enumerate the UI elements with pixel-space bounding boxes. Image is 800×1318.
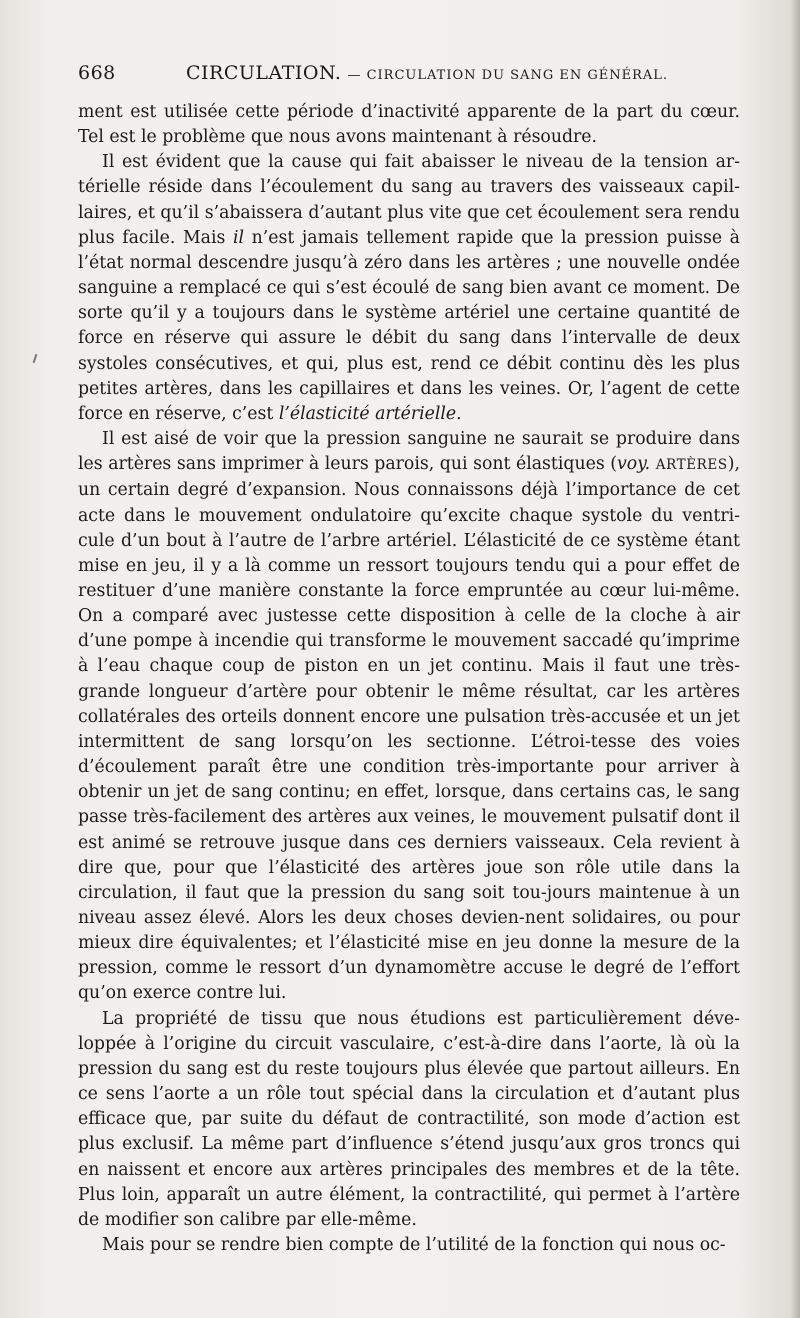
paragraph-3-part-2: ), un certain degré d’expansion. Nous connaissons déjà l’importance de cet acte dans le mouvement ondulatoire qu’excite chaque systole du ventri-cule d’un bout à l’autre de l’arbre artériel. L’élasticité de ce système étant mise en jeu, il y a là comme un ressort toujours tendu qui a pour effet de restituer d’une manière constante la force empruntée au cœur lui-même. On a comparé avec justesse cette disposition à celle de la cloche à air d’une pompe à incendie qui transforme le mouvement saccadé qu’imprime à l’eau chaque coup de piston en un jet continu. Mais il faut une très-grande longueur d’artère pour obtenir le même résultat, car les artères collatérales des orteils donnent encore une pulsation très-accusée et un jet intermittent de sang lorsqu’on les sectionne. L’étroi-tesse des voies d’écoulement paraît être une condition très-importante pour arriver à obtenir un jet de sang continu; en effet, lorsque, dans certains cas, le sang passe très-facilement des artères aux veines, le mouvement pulsatif dont il est animé se retrouve jusque dans ces derniers vaisseaux. Cela revient à dire que, pour que l’élasticité des artères joue son rôle utile dans la circulation, il faut que la pression du sang soit tou-jours maintenue à un niveau assez élevé. Alors les deux choses devien-nent solidaires, ou pour mieux dire équivalentes; et l’élasticité mise en jeu donne la mesure de la pression, comme le ressort d’un dynamomètre accuse le degré de l’effort qu’on exerce contre lui. (78, 454, 740, 1004)
paragraph-3-reference: ARTÈRES (655, 457, 728, 474)
page-header (78, 60, 738, 92)
paragraph-3 (78, 427, 740, 1007)
margin-mark (33, 354, 38, 363)
paragraph-4: La propriété de tissu que nous étudions est particulièrement déve-loppée à l’origine du circuit vasculaire, c’est-à-dire dans l’aorte, là où la pression du sang est du reste toujours plus élevée que partout ailleurs. En ce sens l’aorte a un rôle tout spécial dans la circulation et d’autant plus efficace que, par suite du défaut de contractilité, son mode d’action est plus exclusif. La même part d’influence s’étend jusqu’aux gros troncs qui en naissent et encore aux artères principales des membres et de la tête. Plus loin, apparaît un autre élément, la contractilité, qui permet à l’artère de modifier son calibre par elle-même. (78, 1008, 740, 1230)
paragraph-3-part-1: Il est aisé de voir que la pression sanguine ne saurait se produire dans les artères sans imprimer à leurs parois, qui sont élastiques ( (78, 429, 740, 475)
paragraph-2-part-1: Il est évident que la cause qui fait abaisser le niveau de la tension ar-térielle réside dans l’écoulement du sang au travers des vaisseaux capil-laires, et qu’il s’abaissera d’autant plus vite que cet écoulement sera rendu plus facile. Mais (78, 152, 740, 248)
paragraph-1: ment est utilisée cette période d’inactivité apparente de la part du cœur. Tel est le problème que nous avons maintenant à résoudre. (78, 102, 740, 148)
paragraph-2-part-2: n’est jamais tellement rapide que la pression puisse à l’état normal descendre jusqu’à zéro dans les artères ; une nouvelle ondée sanguine a remplacé ce qui s’est écoulé de sang bien avant ce moment. De sorte qu’il y a toujours dans le système artériel une certaine quantité de force en réserve qui assure le débit du sang dans l’intervalle de deux systoles consécutives, et qui, plus est, rend ce débit continu dès les plus petites artères, dans les capillaires et dans les veines. Or, l’agent de cette force en réserve, c’est (78, 227, 740, 424)
paragraph-2-part-3: . (456, 403, 462, 424)
page-gutter-shadow (790, 0, 800, 1318)
running-title: CIRCULATION. (186, 62, 342, 84)
paragraph-5: Mais pour se rendre bien compte de l’utilité de la fonction qui nous oc- (102, 1235, 726, 1256)
body-text (78, 100, 740, 1258)
running-subtitle: — CIRCULATION DU SANG EN GÉNÉRAL. (347, 68, 669, 83)
paragraph-2 (78, 150, 740, 427)
paragraph-2-italic: il (232, 227, 244, 248)
running-head (186, 62, 668, 84)
paragraph-2-emphasis: l’élasticité artérielle (278, 403, 457, 424)
paragraph-3-see: voy. (617, 454, 651, 475)
page-number: 668 (78, 62, 116, 84)
